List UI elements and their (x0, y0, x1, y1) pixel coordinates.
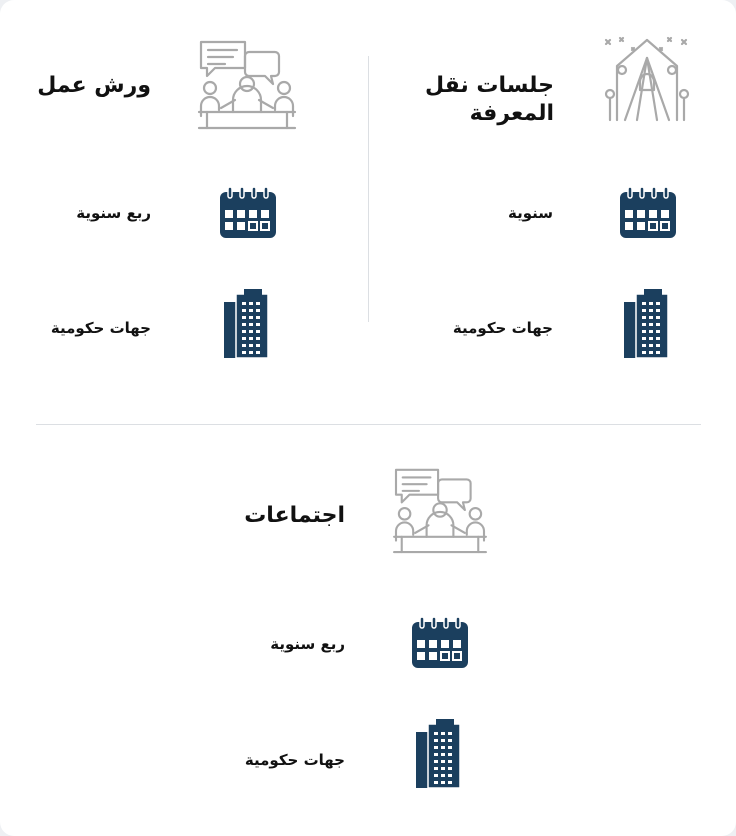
section-audience-label: جهات حكومية (50, 319, 151, 337)
section-audience-label: جهات حكومية (452, 319, 553, 337)
calendar-icon (218, 186, 278, 240)
vertical-divider (368, 56, 369, 322)
calendar-icon (410, 616, 470, 670)
section-title-workshops: ورش عمل (37, 73, 151, 98)
section-frequency-label: سنوية (507, 204, 553, 222)
meeting-icon (197, 38, 297, 130)
building-icon (222, 288, 270, 360)
meeting-icon (392, 466, 488, 554)
section-frequency-label: ربع سنوية (76, 204, 151, 222)
horizontal-divider (36, 424, 701, 425)
section-title-meetings: اجتماعات (244, 503, 345, 528)
section-title-knowledge-sessions: جلسات نقل المعرفة (425, 73, 554, 126)
calendar-icon (618, 186, 678, 240)
tent-icon (602, 36, 692, 126)
section-audience-label: جهات حكومية (244, 751, 345, 769)
section-frequency-label: ربع سنوية (270, 635, 345, 653)
building-icon (414, 718, 462, 790)
building-icon (622, 288, 670, 360)
